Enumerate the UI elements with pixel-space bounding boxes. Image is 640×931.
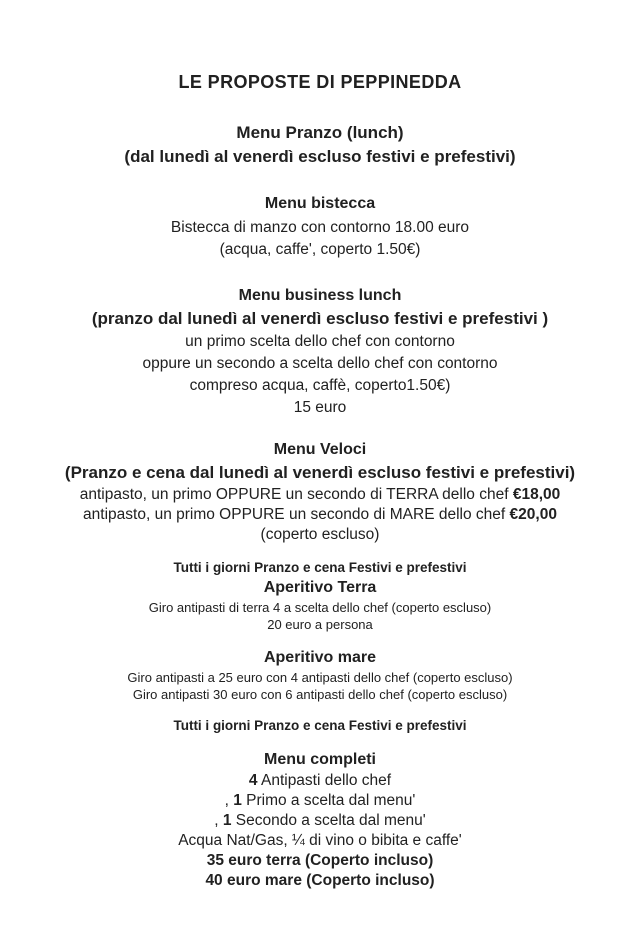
menu-veloci-note: (Pranzo e cena dal lunedì al venerdì escluso festivi e prefestivi)	[64, 463, 576, 482]
secondo-prefix: ,	[214, 812, 223, 829]
menu-completi-secondo-line	[40, 811, 600, 831]
aperitivo-mare-line: Giro antipasti 30 euro con 6 antipasti dello chef (coperto escluso)	[132, 687, 508, 702]
primo-prefix: ,	[224, 792, 234, 809]
menu-completi-primo-line	[40, 791, 600, 811]
aperitivo-mare-line: Giro antipasti a 25 euro con 4 antipasti dello chef (coperto escluso)	[127, 670, 513, 685]
primo-count: 1	[233, 792, 242, 809]
primo-text: Primo a scelta dal menu'	[241, 792, 416, 809]
menu-business-line: un primo scelta dello chef con contorno	[185, 333, 455, 350]
menu-pranzo-note: (dal lunedì al venerdì escluso festivi e prefestivi)	[124, 147, 516, 166]
menu-veloci-heading: Menu Veloci	[273, 441, 367, 458]
menu-veloci-coperto-note: (coperto escluso)	[260, 526, 380, 543]
section-menu-business-lunch	[40, 285, 600, 419]
aperitivo-mare-heading: Aperitivo mare	[263, 649, 377, 666]
menu-veloci-terra-price: €18,00	[512, 486, 561, 503]
menu-business-line: oppure un secondo a scelta dello chef con contorno	[142, 355, 498, 372]
menu-veloci-mare-price: €20,00	[509, 506, 557, 523]
availability-banner-2-wrap	[40, 717, 600, 735]
page-title: LE PROPOSTE DI PEPPINEDDA	[178, 72, 462, 92]
section-aperitivo-mare	[40, 647, 600, 703]
aperitivo-terra-line: Giro antipasti di terra 4 a scelta dello chef (coperto escluso)	[148, 600, 492, 615]
menu-veloci-mare-text: antipasto, un primo OPPURE un secondo di MARE dello chef	[83, 506, 510, 523]
secondo-text: Secondo a scelta dal menu'	[231, 812, 426, 829]
menu-completi-price-mare: 40 euro mare (Coperto incluso)	[205, 872, 435, 889]
menu-completi-bevande-line: Acqua Nat/Gas, ¼ di vino o bibita e caffe'	[178, 832, 462, 849]
menu-completi-heading: Menu completi	[263, 751, 376, 768]
availability-banner: Tutti i giorni Pranzo e cena Festivi e prefestivi	[173, 560, 467, 575]
antipasti-count: 4	[248, 772, 258, 789]
antipasti-text: Antipasti dello chef	[257, 772, 392, 789]
menu-veloci-terra-text: antipasto, un primo OPPURE un secondo di TERRA dello chef	[79, 486, 513, 503]
menu-veloci-mare-line	[40, 505, 600, 525]
menu-veloci-terra-line	[40, 485, 600, 505]
menu-bistecca-line: (acqua, caffe', coperto 1.50€)	[219, 241, 421, 258]
menu-pranzo-heading: Menu Pranzo (lunch)	[236, 123, 404, 142]
menu-business-price: 15 euro	[293, 399, 347, 416]
menu-bistecca-line: Bistecca di manzo con contorno 18.00 euro	[170, 219, 470, 236]
menu-business-line: compreso acqua, caffè, coperto1.50€)	[189, 377, 451, 394]
menu-bistecca-heading: Menu bistecca	[264, 195, 376, 212]
section-menu-completi	[40, 749, 600, 891]
aperitivo-terra-heading: Aperitivo Terra	[263, 579, 377, 596]
aperitivo-terra-price: 20 euro a persona	[267, 617, 373, 632]
menu-completi-price-terra: 35 euro terra (Coperto incluso)	[206, 852, 434, 869]
menu-completi-antipasti-line	[40, 771, 600, 791]
section-menu-veloci	[40, 439, 600, 545]
section-menu-pranzo	[40, 121, 600, 169]
section-aperitivo-terra	[40, 559, 600, 633]
menu-business-heading: Menu business lunch	[238, 287, 402, 304]
secondo-count: 1	[222, 812, 232, 829]
availability-banner: Tutti i giorni Pranzo e cena Festivi e prefestivi	[173, 718, 467, 733]
menu-business-note: (pranzo dal lunedì al venerdì escluso festivi e prefestivi )	[91, 309, 549, 328]
section-menu-bistecca	[40, 193, 600, 261]
